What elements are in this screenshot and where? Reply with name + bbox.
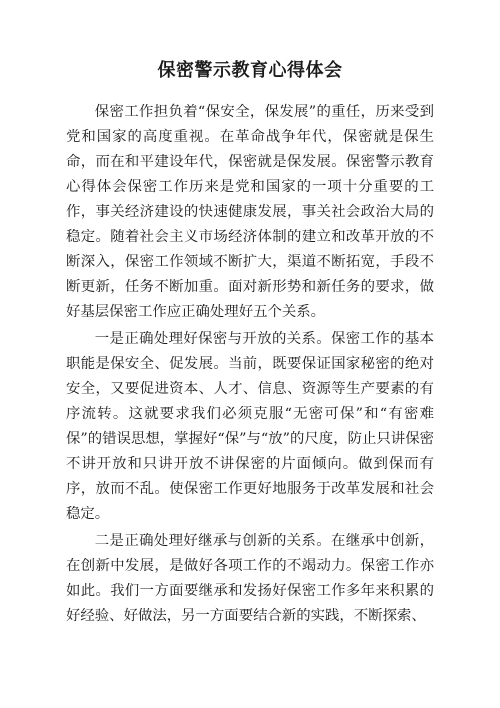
paragraph-intro: 保密工作担负着“保安全，保发展”的重任，历来受到党和国家的高度重视。在革命战争年代，保密就是保生命，而在和平建设年代，保密就是保发展。保密警示教育心得体会保密工作历来是党和国家的一项十分重要的工作，事关经济建设的快速健康发展，事关社会政治大局的稳定。随着社会主义市场经济体制的建立和改革开放的不断深入，保密工作领域不断扩大，渠道不断拓宽，手段不断更新，任务不断加重。面对新形势和新任务的要求，做好基层保密工作应正确处理好五个关系。 [66, 104, 434, 320]
paragraph-first-relation: 一是正确处理好保密与开放的关系。保密工作的基本职能是保安全、促发展。当前，既要保证国家秘密的绝对安全，又要促进资本、人才、信息、资源等生产要素的有序流转。这就要求我们必须克服“无密可保”和“有密难保”的错误思想，掌握好“保”与“放”的尺度，防止只讲保密不讲开放和只讲开放不讲保密的片面倾向。做到保而有序，放而不乱。使保密工作更好地服务于改革发展和社会稳定。 [66, 331, 434, 522]
document-title: 保密警示教育心得体会 [157, 60, 343, 81]
paragraph-second-relation: 二是正确处理好继承与创新的关系。在继承中创新，在创新中发展，是做好各项工作的不竭动力。保密工作亦如此。我们一方面要继承和发扬好保密工作多年来积累的好经验、好做法，另一方面要结合新的实践，不断探索、 [66, 533, 434, 624]
